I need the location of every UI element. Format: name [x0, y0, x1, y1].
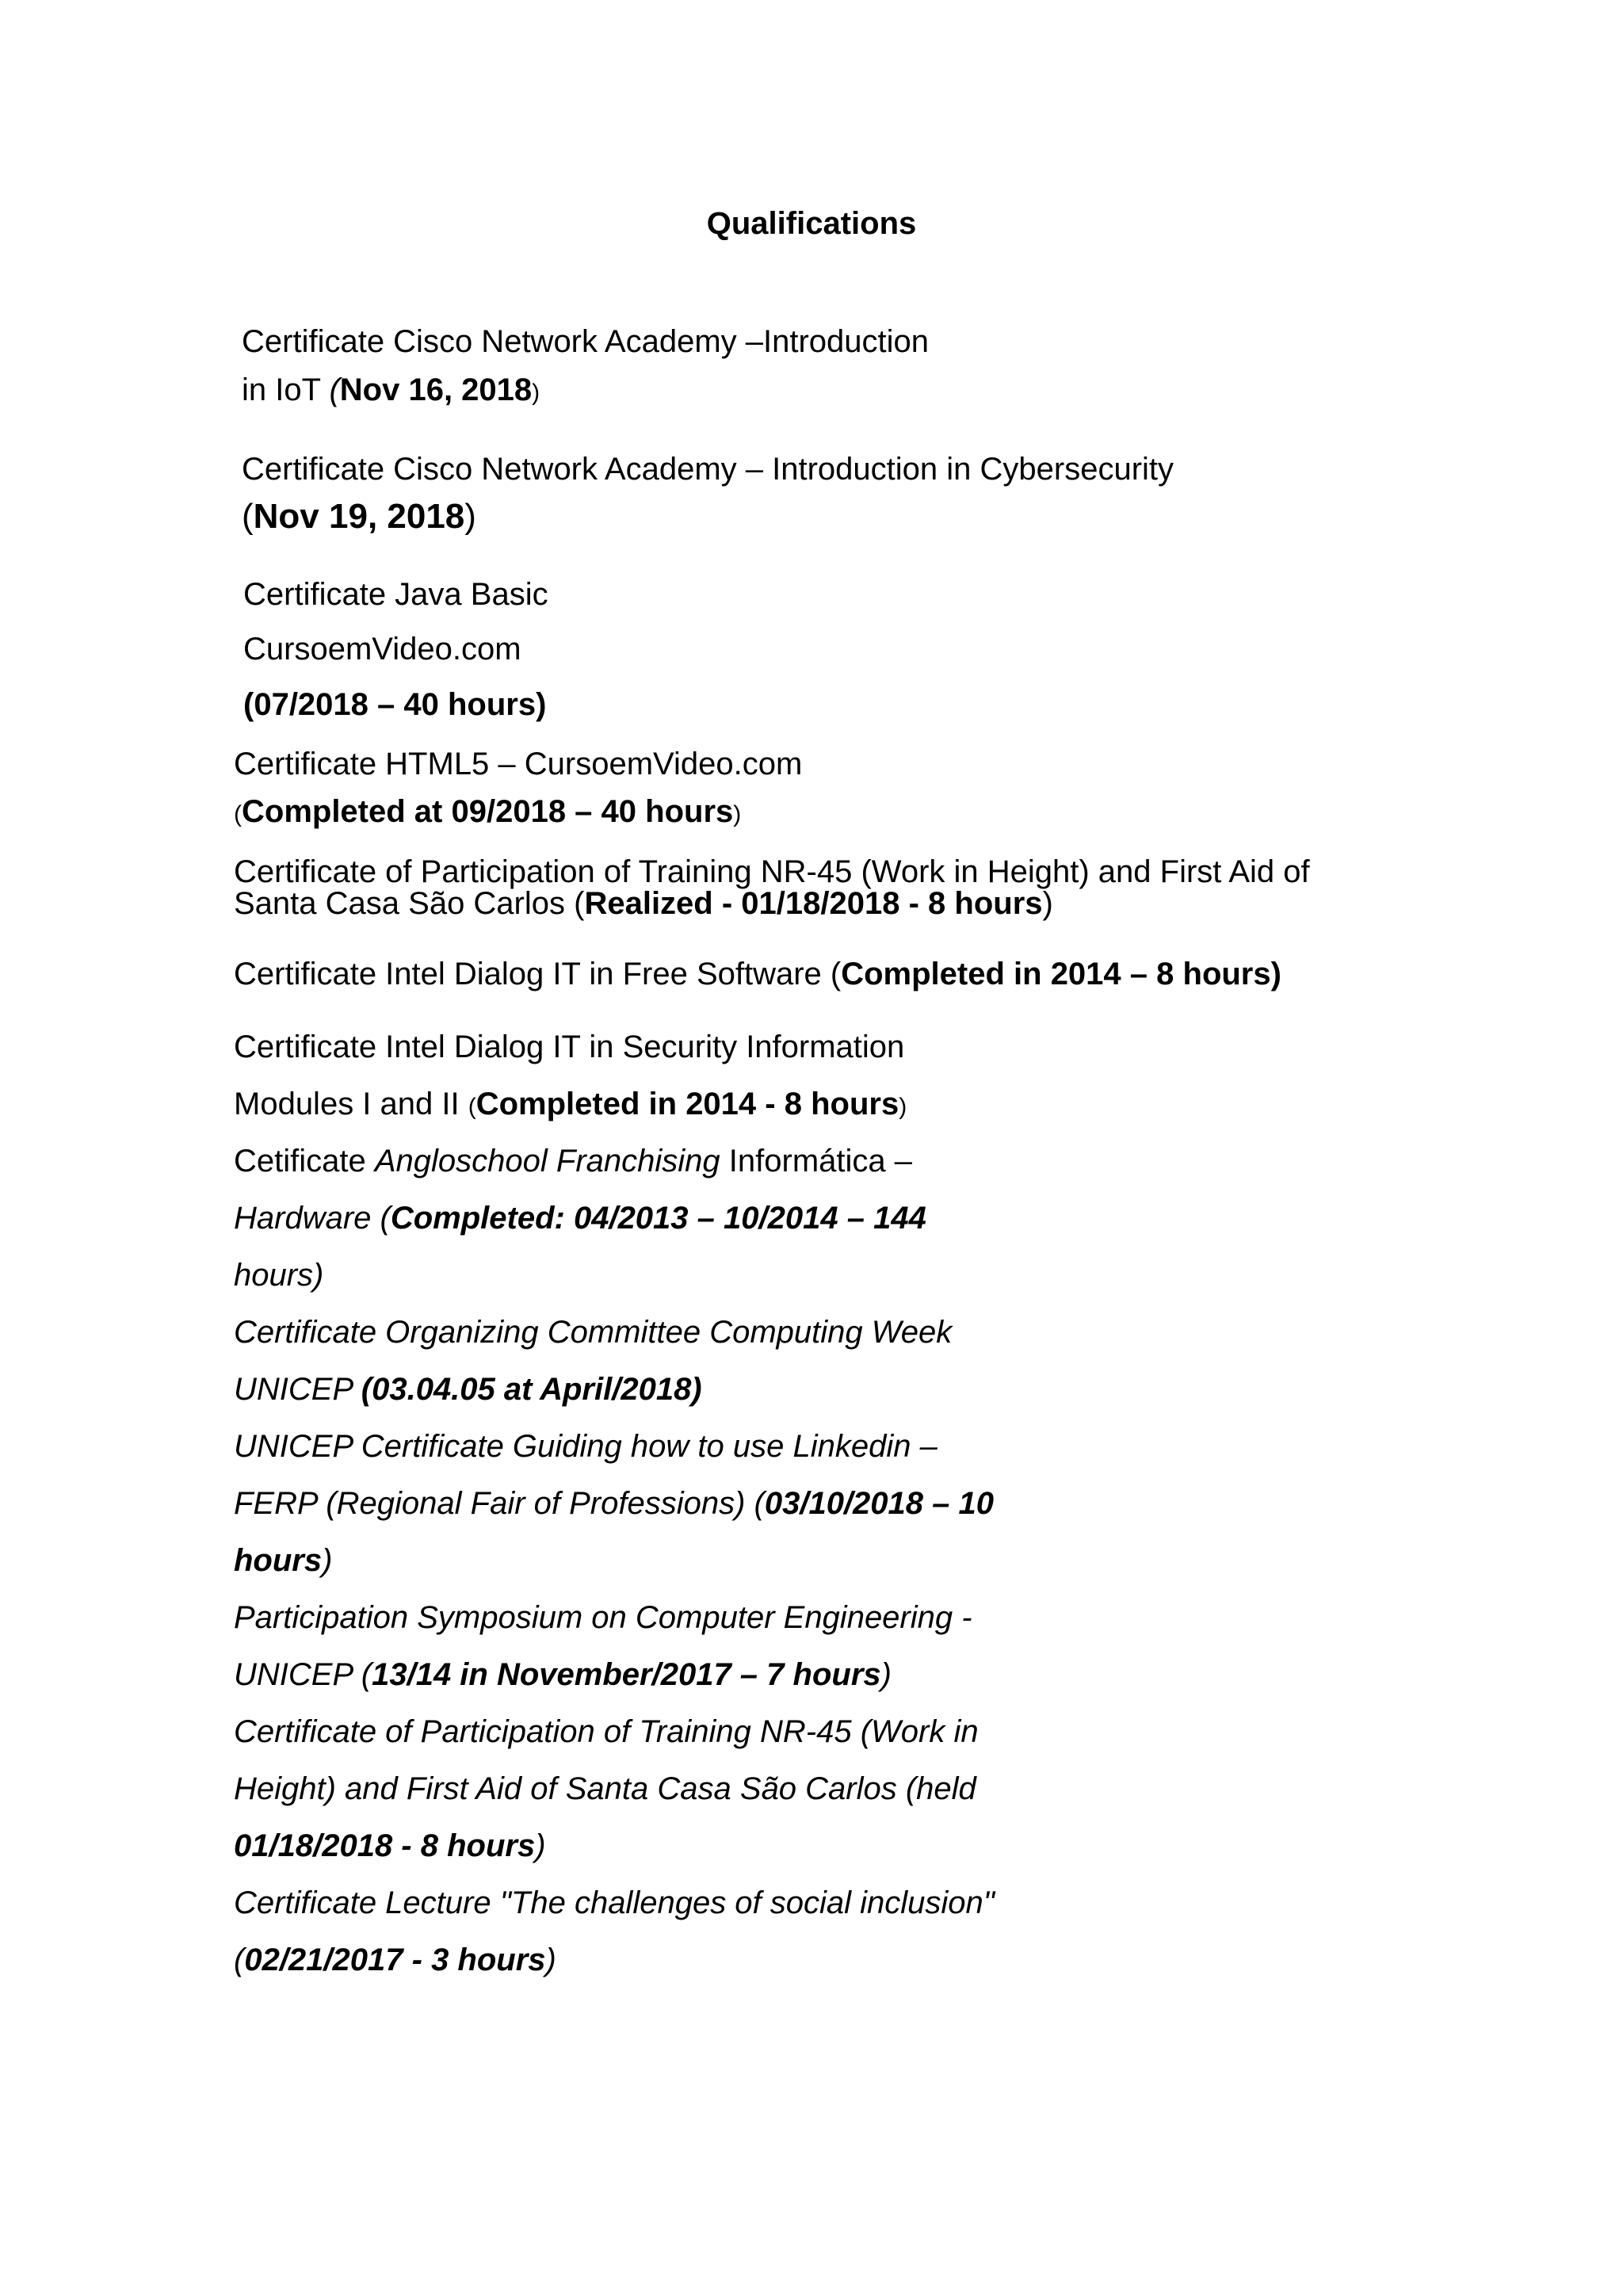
- entry-line: [234, 1199, 926, 1237]
- entry-line: [234, 745, 802, 783]
- entry-date: 13/14 in November/2017 – 7 hours: [372, 1657, 881, 1692]
- entry-paren: ): [545, 1943, 556, 1977]
- entry-paren: (: [234, 801, 242, 827]
- entry-line: [234, 1370, 702, 1408]
- entry-line: [234, 1541, 332, 1580]
- entry-text: UNICEP (: [234, 1657, 372, 1692]
- entry-text: Participation Symposium on Computer Engineering -: [234, 1600, 972, 1635]
- entry-text: CursoemVideo.com: [243, 632, 521, 667]
- entry-line: [234, 1028, 904, 1066]
- entry-line: [243, 686, 546, 724]
- entry-paren: ): [464, 497, 476, 536]
- entry-line: [234, 1656, 892, 1694]
- entry-text: Certificate Lecture "The challenges of social inclusion": [234, 1885, 995, 1920]
- entry-date: 02/21/2017 - 3 hours: [244, 1943, 546, 1977]
- entry-date: (03.04.05 at April/2018): [361, 1372, 702, 1407]
- entry-line: [234, 1599, 972, 1637]
- entry-paren: ): [532, 380, 540, 406]
- entry-paren: ): [322, 1543, 333, 1578]
- entry-date: Completed in 2014 - 8 hours: [475, 1087, 899, 1121]
- entry-line: [242, 450, 1174, 488]
- entry-text: UNICEP: [234, 1372, 361, 1407]
- entry-line: [234, 1827, 546, 1865]
- entry-paren: (: [242, 497, 254, 536]
- entry-line: [234, 888, 1053, 919]
- entry-line: [234, 1770, 976, 1808]
- entry-paren: ): [733, 801, 742, 827]
- entry-text: Certificate Intel Dialog IT in Free Software (: [234, 957, 842, 991]
- entry-line: [234, 1313, 952, 1351]
- entry-text: UNICEP Certificate Guiding how to use Linkedin –: [234, 1429, 938, 1464]
- entry-text: Certificate Cisco Network Academy – Introduction in Cybersecurity: [242, 452, 1174, 487]
- entry-line: [234, 1142, 912, 1180]
- entry-text-italic: Angloschool Franchising: [374, 1144, 720, 1179]
- entry-text: Certificate Java Basic: [243, 577, 548, 612]
- entry-date: 03/10/2018 – 10: [764, 1486, 995, 1521]
- entry-text: Certificate HTML5 – CursoemVideo.com: [234, 747, 803, 781]
- entry-paren: ): [880, 1657, 892, 1692]
- entry-date: Nov 19, 2018: [253, 497, 465, 536]
- entry-line: [234, 1427, 938, 1465]
- entry-text: Hardware (: [234, 1201, 391, 1236]
- entry-date: Completed in 2014 – 8 hours): [841, 957, 1281, 991]
- entry-paren: ): [535, 1828, 546, 1863]
- entry-paren: (: [234, 1943, 245, 1977]
- entry-text: Certificate Organizing Committee Computing Week: [234, 1315, 953, 1350]
- entry-date: Nov 16, 2018: [339, 372, 533, 407]
- entry-text: Informática –: [720, 1144, 912, 1179]
- entry-text: Certificate Intel Dialog IT in Security Information: [234, 1030, 905, 1064]
- entry-date: 01/18/2018 - 8 hours: [234, 1828, 536, 1863]
- entry-line: [243, 630, 521, 668]
- entry-line: [234, 1884, 995, 1922]
- entry-line: [234, 1256, 323, 1294]
- entry-text: Height) and First Aid of Santa Casa São Carlos (held: [234, 1771, 976, 1806]
- entry-line: [234, 1941, 556, 1979]
- entry-text: hours): [234, 1258, 324, 1293]
- entry-text: in IoT: [242, 372, 330, 407]
- entry-line: [234, 1484, 994, 1522]
- entry-text: Santa Casa São Carlos (: [234, 886, 585, 921]
- entry-paren: (: [329, 372, 340, 407]
- entry-line: [242, 496, 476, 537]
- entry-line: [234, 1085, 907, 1126]
- entry-paren: ): [1042, 886, 1053, 921]
- entry-date: hours: [234, 1543, 323, 1578]
- entry-line: [243, 575, 548, 613]
- entry-date: (07/2018 – 40 hours): [243, 687, 547, 722]
- entry-line: [234, 1713, 979, 1751]
- entry-line: [234, 856, 1310, 888]
- entry-paren: (: [468, 1094, 476, 1120]
- entry-line: [234, 793, 741, 834]
- entry-line: [242, 323, 929, 361]
- entry-date: Realized - 01/18/2018 - 8 hours: [584, 886, 1043, 921]
- entry-text: Modules I and II: [234, 1087, 468, 1121]
- entry-line: [234, 955, 1281, 993]
- entry-text: Cetificate: [234, 1144, 375, 1179]
- page-title: Qualifications: [706, 206, 917, 241]
- entry-text: Certificate Cisco Network Academy –Introduction: [242, 324, 930, 359]
- entry-text: FERP (Regional Fair of Professions) (: [234, 1486, 765, 1521]
- entry-date: Completed: 04/2013 – 10/2014 – 144: [390, 1201, 926, 1236]
- entry-text: Certificate of Participation of Training NR-45 (Work in Height) and First Aid of: [234, 854, 1310, 889]
- entry-paren: ): [899, 1094, 907, 1120]
- entry-text: Certificate of Participation of Training NR-45 (Work in: [234, 1714, 979, 1749]
- entry-line: [242, 371, 540, 412]
- entry-date: Completed at 09/2018 – 40 hours: [242, 794, 734, 829]
